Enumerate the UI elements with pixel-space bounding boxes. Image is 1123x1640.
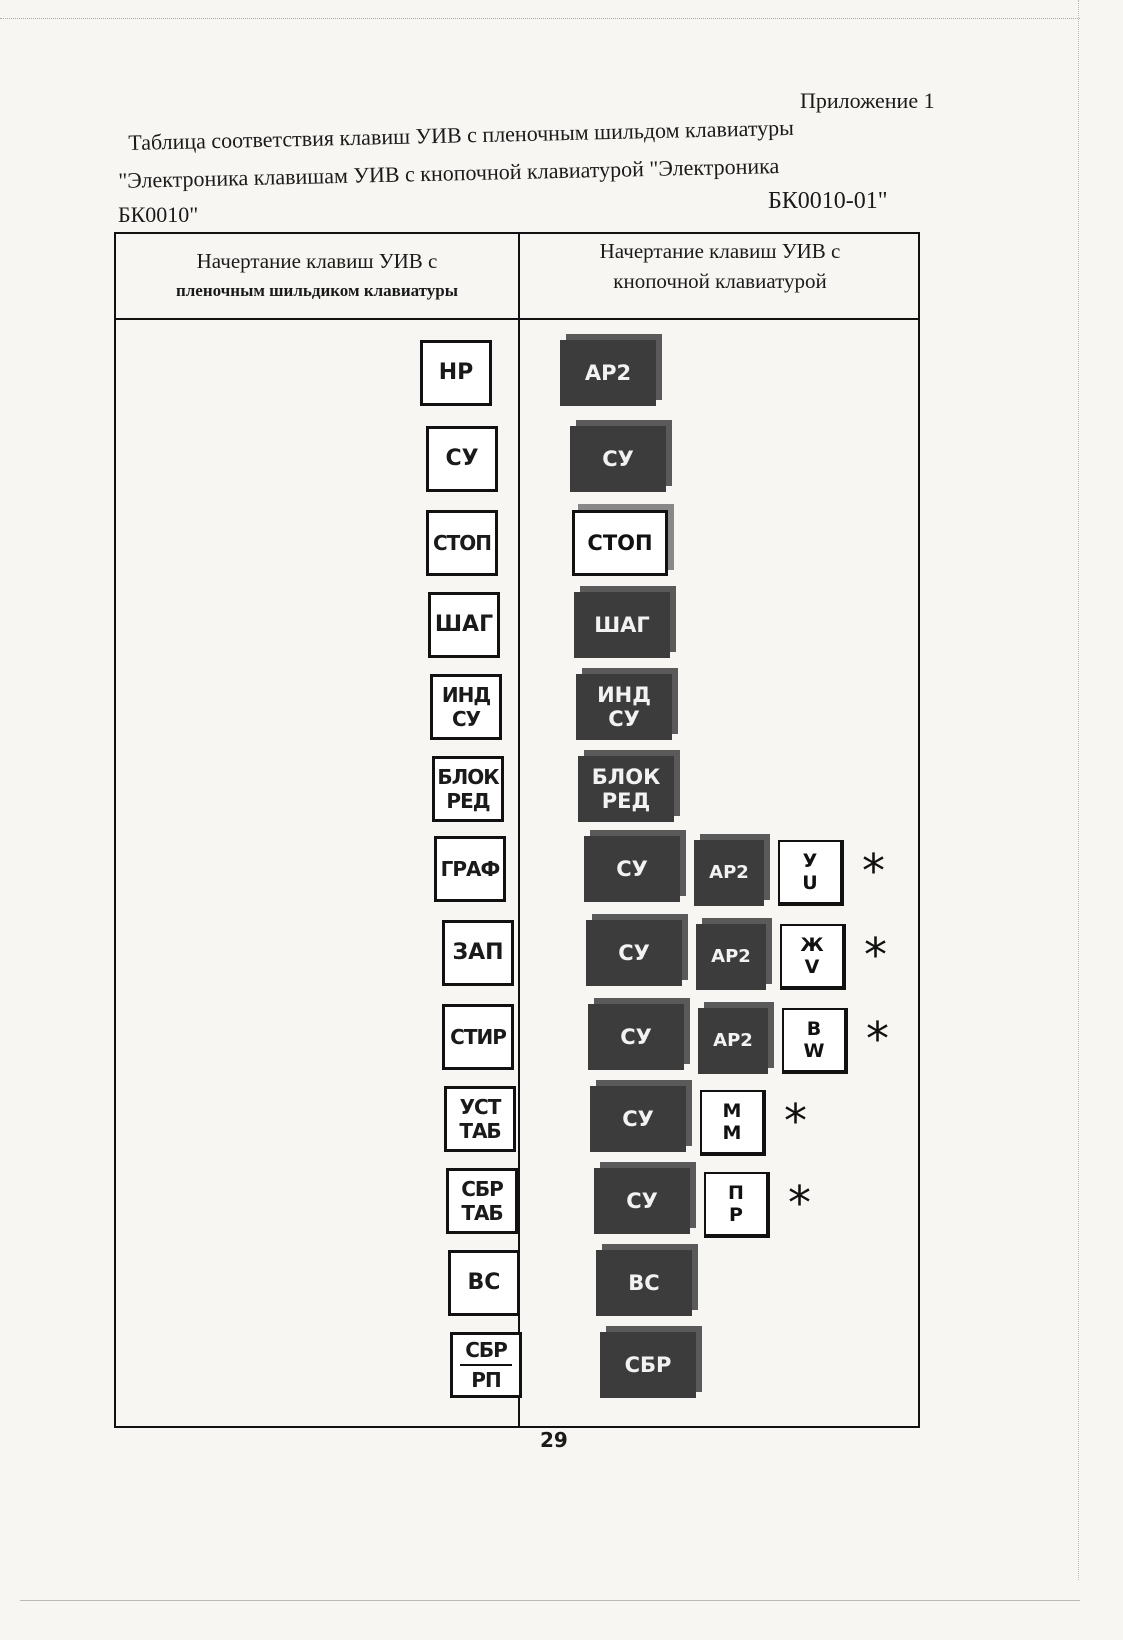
button-key	[570, 426, 666, 492]
key-label: БЛОК	[591, 765, 661, 789]
key-label: СУ	[626, 1189, 658, 1213]
key-label: СТИР	[450, 1025, 506, 1049]
film-key	[426, 510, 498, 576]
film-key	[420, 340, 492, 406]
film-key	[446, 1168, 518, 1234]
key-label: БЛОК	[437, 765, 499, 789]
page-edge	[0, 18, 1080, 20]
film-key	[426, 426, 498, 492]
asterisk-note: *	[866, 1012, 889, 1066]
key-label: РП	[471, 1368, 501, 1392]
key-label: ЗАП	[452, 940, 504, 965]
button-key	[600, 1332, 696, 1398]
key-label: НР	[438, 360, 474, 385]
key-label: ТАБ	[459, 1119, 501, 1143]
film-key	[428, 592, 500, 658]
film-key	[434, 836, 506, 902]
key-label: УСТ	[459, 1095, 501, 1119]
key-label: Р	[729, 1204, 743, 1226]
right-header-line-1: Начертание клавиш УИВ с	[599, 239, 841, 263]
key-label: В	[806, 1018, 822, 1040]
key-label: СУ	[445, 446, 479, 471]
button-key	[594, 1168, 690, 1234]
key-label: ГРАФ	[440, 857, 500, 881]
title-line: БК0010"	[118, 202, 199, 227]
right-header-line-2: кнопочной клавиатурой	[613, 269, 827, 293]
letter-key	[700, 1090, 766, 1156]
letter-key	[782, 1008, 848, 1074]
asterisk-note: *	[788, 1176, 811, 1230]
table-body	[116, 234, 918, 1426]
key-label: У	[802, 850, 818, 872]
key-label: М	[722, 1122, 742, 1144]
key-label: СУ	[622, 1107, 654, 1131]
button-key	[576, 674, 672, 740]
letter-key	[778, 840, 844, 906]
film-key	[432, 756, 504, 822]
button-key	[574, 592, 670, 658]
button-key	[590, 1086, 686, 1152]
key-label: ИНД	[441, 683, 491, 707]
key-label: СУ	[451, 707, 481, 731]
key-label: U	[802, 872, 818, 894]
key-label: ШАГ	[594, 613, 650, 637]
title-line: Таблица соответствия клавиш УИВ с пленочным шильдом клавиатуры	[128, 114, 795, 155]
title-line: "Электроника клавишам УИВ с кнопочной клавиатурой "Электроника	[118, 153, 780, 193]
key-label: ШАГ	[434, 612, 494, 637]
letter-key	[704, 1172, 770, 1238]
key-label: РЕД	[601, 789, 651, 813]
button-key	[696, 924, 766, 990]
asterisk-note: *	[784, 1094, 807, 1148]
key-label: АР2	[711, 946, 751, 967]
key-label: СТОП	[432, 531, 492, 555]
asterisk-note: *	[862, 844, 885, 898]
key-label: ВС	[467, 1270, 501, 1295]
button-key	[586, 920, 682, 986]
button-key	[596, 1250, 692, 1316]
key-correspondence-table	[114, 232, 920, 1428]
key-label: АР2	[584, 361, 632, 385]
page-edge	[1078, 0, 1080, 1580]
film-key	[442, 1004, 514, 1070]
key-label: ВС	[628, 1271, 660, 1295]
button-key	[578, 756, 674, 822]
key-label: ИНД	[597, 683, 651, 707]
key-label: СУ	[608, 707, 640, 731]
key-label: СУ	[618, 941, 650, 965]
key-label: W	[803, 1040, 825, 1062]
button-key	[572, 510, 668, 576]
film-key	[444, 1086, 516, 1152]
key-label: Ж	[800, 934, 824, 956]
key-label: СУ	[616, 857, 648, 881]
key-separator	[460, 1364, 513, 1366]
letter-key	[780, 924, 846, 990]
film-key	[450, 1332, 522, 1398]
key-label: П	[728, 1182, 744, 1204]
key-label: АР2	[709, 862, 749, 883]
key-label: СУ	[602, 447, 634, 471]
page-edge	[20, 1600, 1080, 1602]
film-key	[430, 674, 502, 740]
key-label: СБР	[465, 1338, 507, 1362]
button-key	[698, 1008, 768, 1074]
appendix-label: Приложение 1	[800, 88, 935, 113]
key-label: V	[804, 956, 820, 978]
key-label: АР2	[713, 1030, 753, 1051]
button-key	[584, 836, 680, 902]
left-header-line-1: Начертание клавиш УИВ с	[196, 249, 438, 273]
key-label: СБР	[624, 1353, 672, 1377]
button-key	[560, 340, 656, 406]
key-label: М	[722, 1100, 742, 1122]
key-label: РЕД	[446, 789, 490, 813]
key-label: СТОП	[587, 531, 653, 555]
key-label: ТАБ	[461, 1201, 503, 1225]
key-label: СУ	[620, 1025, 652, 1049]
button-key	[588, 1004, 684, 1070]
button-key	[694, 840, 764, 906]
film-key	[442, 920, 514, 986]
page-number: 29	[540, 1428, 568, 1452]
left-header-line-2: пленочным шильдиком клавиатуры	[175, 281, 459, 300]
title-line: БК0010-01"	[768, 188, 888, 214]
film-key	[448, 1250, 520, 1316]
key-label: СБР	[461, 1177, 503, 1201]
asterisk-note: *	[864, 928, 887, 982]
